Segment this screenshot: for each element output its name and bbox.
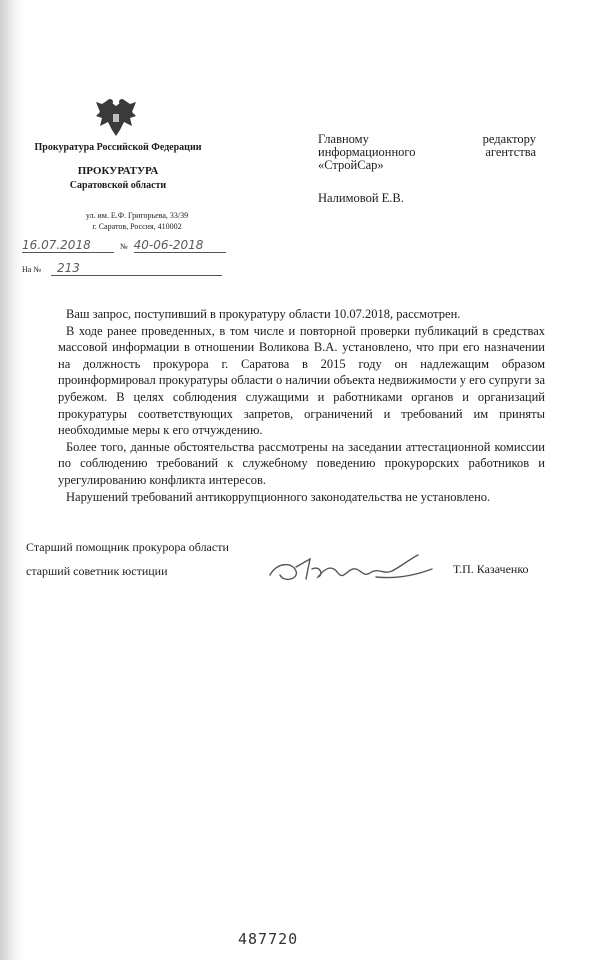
registration-date-line <box>22 238 226 253</box>
document-serial-number: 487720 <box>238 930 299 948</box>
sender-org-line2: ПРОКУРАТУРА <box>77 165 159 177</box>
recipient-line2-right: агентства <box>485 145 536 159</box>
number-sign: № <box>120 242 128 251</box>
letter-body <box>58 306 545 505</box>
recipient-line1-right: редактору <box>482 132 536 146</box>
sender-block <box>18 142 218 191</box>
recipient-line2-left: информационного <box>318 145 416 159</box>
body-paragraph-2: В ходе ранее проведенных, в том числе и повторной проверки публикаций в средствах массовой информации в отношении Воликова В.А. установлено, что при его назначении на должность прокурора г. Саратова в 2015 году он надлежащим образом проинформировал прокуратуры области о наличии объекта недвижимости у его супруги за рубежом. В целях соблюдения служащими и работниками органов и организаций прокуратуры соответствующих запретов, ограничений и требований им приняты необходимые меры к его отчуждению. <box>58 323 545 438</box>
body-paragraph-1: Ваш запрос, поступивший в прокуратуру области 10.07.2018, рассмотрен. <box>66 307 461 321</box>
address-line2: г. Саратов, Россия, 410002 <box>92 222 182 231</box>
coat-of-arms-emblem <box>94 96 138 140</box>
sender-org-line3: Саратовской области <box>69 180 167 191</box>
signatory-position-line1: Старший помощник прокурора области <box>26 540 229 554</box>
reference-number: 213 <box>51 261 222 276</box>
recipient-line3: «СтройСар» <box>318 158 384 172</box>
recipient-block <box>318 133 536 205</box>
recipient-name: Налимовой Е.В. <box>318 191 404 205</box>
reference-line <box>22 261 222 276</box>
signatory-name: Т.П. Казаченко <box>453 562 529 576</box>
handwritten-signature <box>266 545 436 587</box>
sender-address <box>62 210 212 232</box>
registration-number: 40-06-2018 <box>134 238 226 253</box>
address-line1: ул. им. Е.Ф. Григорьева, 33/39 <box>85 211 189 220</box>
reference-label: На № <box>22 265 41 274</box>
recipient-line1-left: Главному <box>318 132 369 146</box>
registration-date: 16.07.2018 <box>22 238 114 253</box>
sender-org-line1: Прокуратура Российской Федерации <box>34 142 202 153</box>
body-paragraph-4: Нарушений требований антикоррупционного законодательства не установлено. <box>66 489 491 504</box>
body-paragraph-3: Более того, данные обстоятельства рассмотрены на заседании аттестационной комиссии по соблюдению требований к служебному поведению прокурорских работников и урегулированию конфликта интересов. <box>58 439 545 487</box>
signatory-position-line2: старший советник юстиции <box>26 564 168 578</box>
